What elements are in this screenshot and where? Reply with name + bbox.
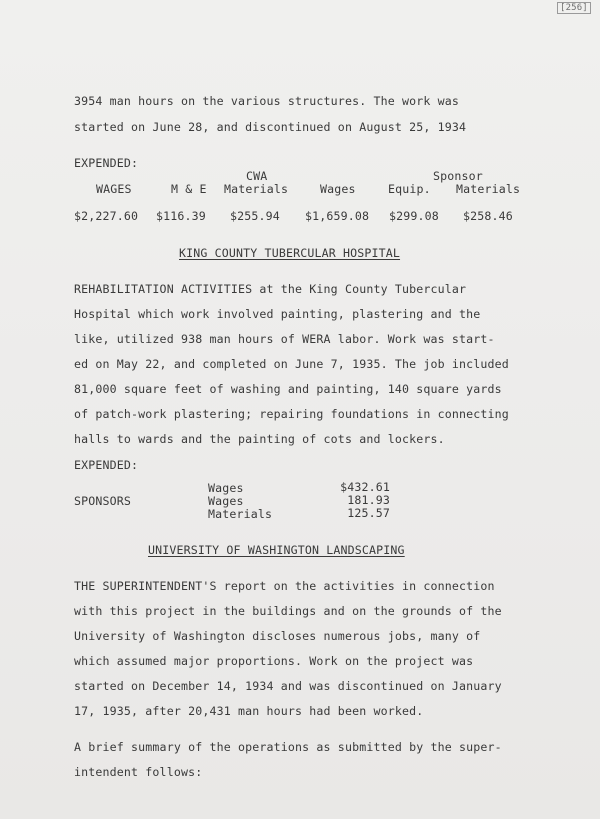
body-line: which assumed major proportions. Work on the project was	[74, 654, 474, 668]
body-line: Hospital which work involved painting, plastering and the	[74, 307, 481, 321]
page-number: [256]	[557, 2, 591, 14]
expended-label: EXPENDED:	[74, 156, 139, 170]
intro-line: started on June 28, and discontinued on August 25, 1934	[74, 120, 467, 134]
item-label: Materials	[208, 507, 273, 521]
body-line: A brief summary of the operations as submitted by the super-	[74, 740, 502, 754]
item-label: Wages	[208, 494, 244, 508]
table-header: Materials	[456, 182, 521, 196]
body-line: like, utilized 938 man hours of WERA labor. Work was start-	[74, 332, 495, 346]
table-header: Equip.	[388, 182, 431, 196]
table-value: $258.46	[463, 209, 513, 223]
table-value: $299.08	[389, 209, 439, 223]
body-line: halls to wards and the painting of cots and lockers.	[74, 432, 445, 446]
sponsor-header: Sponsor	[433, 169, 483, 183]
body-line: started on December 14, 1934 and was discontinued on January	[74, 679, 502, 693]
table-value: $1,659.08	[305, 209, 370, 223]
body-line: THE SUPERINTENDENT'S report on the activities in connection	[74, 579, 495, 593]
table-value: $255.94	[230, 209, 280, 223]
body-line: 17, 1935, after 20,431 man hours had been worked.	[74, 704, 424, 718]
body-line: intendent follows:	[74, 765, 203, 779]
expended-label: EXPENDED:	[74, 458, 139, 472]
cwa-header: CWA	[246, 169, 268, 183]
table-value: $2,227.60	[74, 209, 139, 223]
body-line: REHABILITATION ACTIVITIES at the King County Tubercular	[74, 282, 467, 296]
body-line: ed on May 22, and completed on June 7, 1935. The job included	[74, 357, 509, 371]
intro-line: 3954 man hours on the various structures. The work was	[74, 94, 460, 108]
section-heading: UNIVERSITY OF WASHINGTON LANDSCAPING	[148, 543, 405, 557]
body-line: of patch-work plastering; repairing foundations in connecting	[74, 407, 509, 421]
sponsors-label: SPONSORS	[74, 494, 132, 508]
table-header: M & E	[171, 182, 207, 196]
body-line: with this project in the buildings and on the grounds of the	[74, 604, 502, 618]
item-amount: 125.57	[347, 506, 390, 520]
item-amount: $432.61	[340, 480, 390, 494]
table-header: WAGES	[96, 182, 132, 196]
item-amount: 181.93	[347, 493, 390, 507]
body-line: University of Washington discloses numerous jobs, many of	[74, 629, 481, 643]
table-header: Wages	[320, 182, 356, 196]
table-header: Materials	[224, 182, 289, 196]
section-heading: KING COUNTY TUBERCULAR HOSPITAL	[179, 246, 401, 260]
body-line: 81,000 square feet of washing and painting, 140 square yards	[74, 382, 502, 396]
item-label: Wages	[208, 481, 244, 495]
table-value: $116.39	[156, 209, 206, 223]
